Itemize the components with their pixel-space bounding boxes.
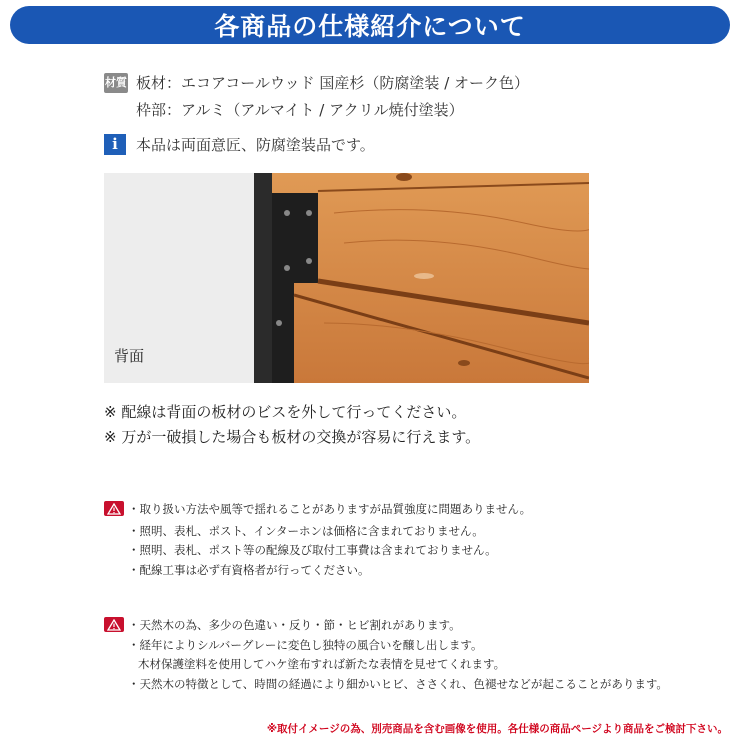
warning-text: ・経年によりシルバーグレーに変色し独特の風合いを醸し出します。 xyxy=(128,638,483,652)
info-row xyxy=(104,134,375,155)
material-icon: 材質 xyxy=(104,73,128,93)
spec-frame-text: 枠部：アルミ（アルマイト / アクリル焼付塗装） xyxy=(136,101,464,119)
spec-board-text: 板材：エコアコールウッド 国産杉（防腐塗装 / オーク色） xyxy=(136,74,530,92)
warning-icon xyxy=(104,617,124,632)
wood-panel-illustration xyxy=(104,173,589,383)
spec-board-row xyxy=(104,72,529,93)
warning-text: 木材保護塗料を使用してハケ塗布すれば新たな表情を見せてくれます。 xyxy=(138,657,506,671)
title-banner xyxy=(10,6,730,44)
footer-disclaimer: ※取付イメージの為、別売商品を含む画像を使用。各仕様の商品ページより商品をご検討下さい。 xyxy=(266,723,728,735)
warning-text: ・天然木の為、多少の色違い・反り・節・ヒビ割れがあります。 xyxy=(128,618,461,632)
note-replacement: ※ 万が一破損した場合も板材の交換が容易に行えます。 xyxy=(104,428,481,446)
note-wiring: ※ 配線は背面の板材のビスを外して行ってください。 xyxy=(104,403,467,421)
warning-text: ・天然木の特徴として、時間の経過により細かいヒビ、ささくれ、色褪せなどが起こることがあります。 xyxy=(128,677,668,691)
photo-label: 背面 xyxy=(114,347,145,365)
warning-text: ・照明、表札、ポスト等の配線及び取付工事費は含まれておりません。 xyxy=(128,543,497,557)
page-title: 各商品の仕様紹介について xyxy=(214,12,526,41)
warning-text: ・照明、表札、ポスト、インターホンは価格に含まれておりません。 xyxy=(128,524,484,538)
product-back-photo xyxy=(104,173,589,383)
warning-text: ・取り扱い方法や風等で揺れることがありますが品質強度に問題ありません。 xyxy=(128,502,532,516)
warning-text: ・配線工事は必ず有資格者が行ってください。 xyxy=(128,563,370,577)
info-text: 本品は両面意匠、防腐塗装品です。 xyxy=(136,136,375,154)
warning-block-installation xyxy=(104,500,704,580)
info-icon: i xyxy=(104,134,126,155)
warning-block-natural-wood xyxy=(104,616,724,696)
warning-icon xyxy=(104,501,124,516)
